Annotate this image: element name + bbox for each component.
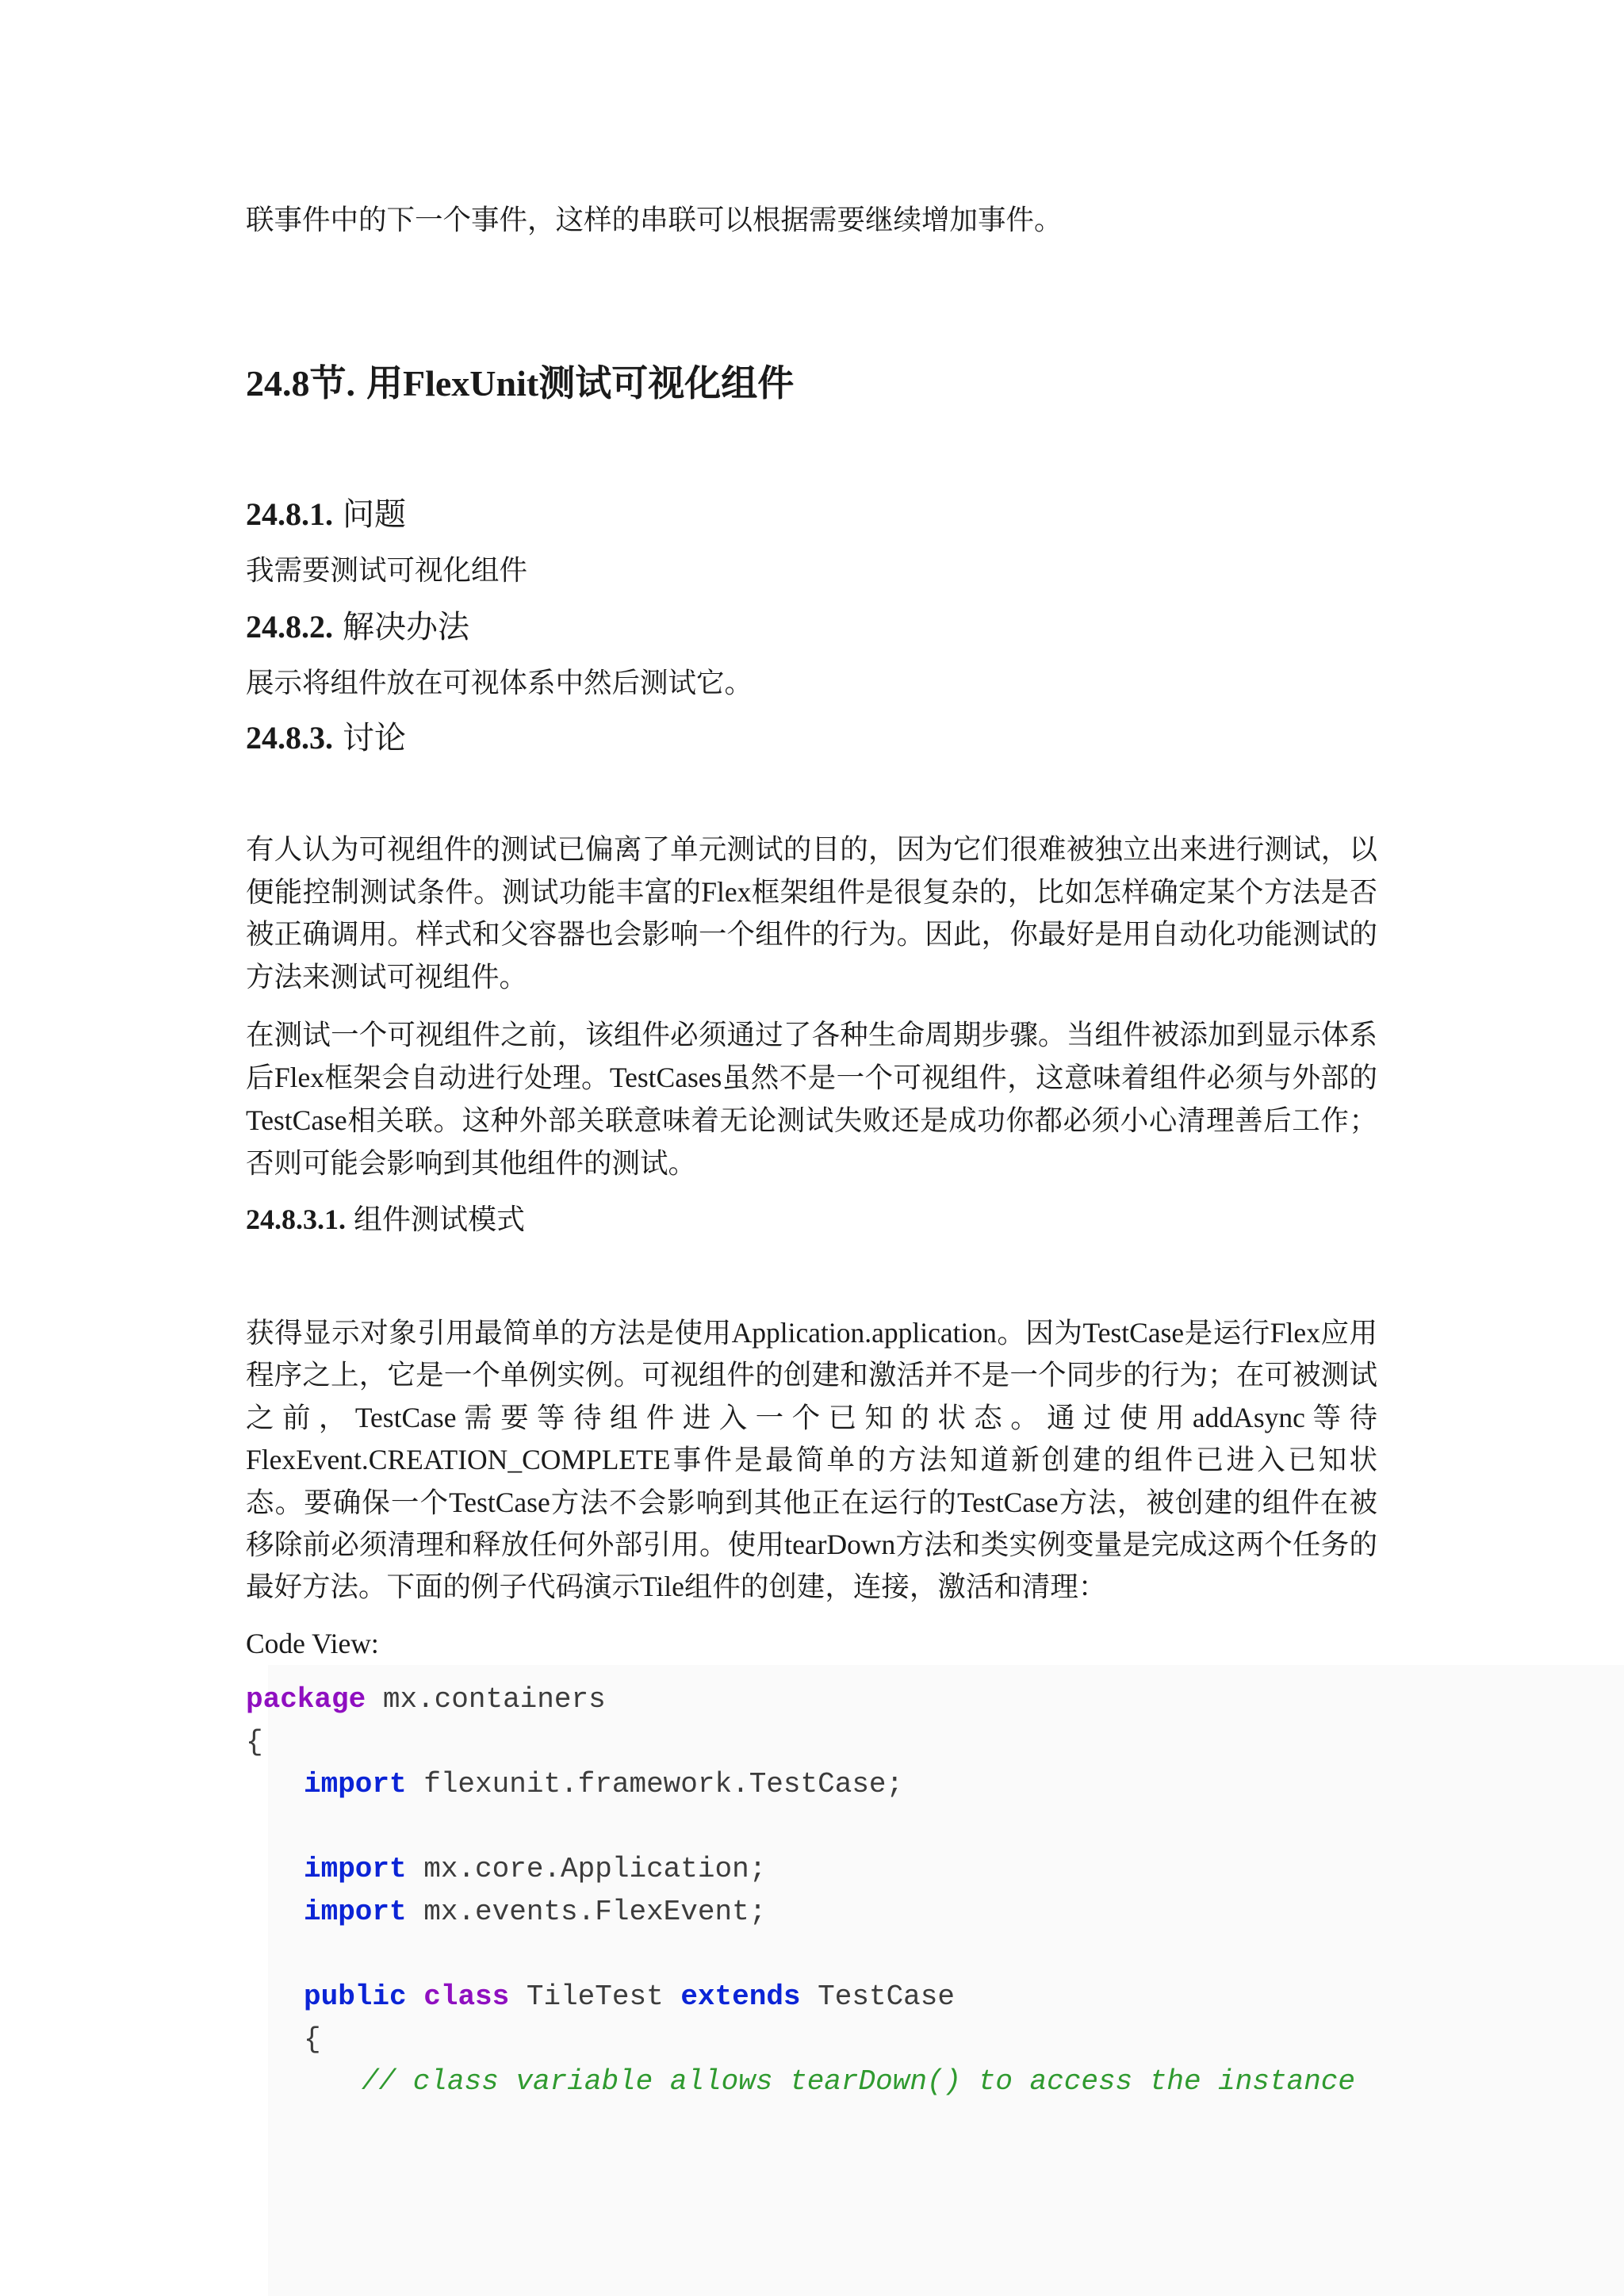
discussion-paragraph-2 [246, 1013, 1377, 1184]
section-heading [246, 360, 794, 408]
code-comment: // class variable allows tearDown() to access the instance [362, 2065, 1356, 2099]
code-text: TestCase [800, 1980, 955, 2014]
code-line [246, 2061, 1355, 2103]
code-line [246, 1721, 1355, 1764]
code-text: mx.events.FlexEvent; [406, 1895, 767, 1928]
code-listing [246, 1678, 1355, 2103]
problem-title: 问题 [343, 496, 406, 532]
problem-number: 24.8.1. [246, 496, 333, 532]
paragraph-line: TestCase相关联。这种外部关联意味着无论测试失败还是成功你都必须小心清理善后工作； [246, 1104, 1377, 1136]
code-keyword: class [423, 1980, 510, 2014]
paragraph-line: 获得显示对象引用最简单的方法是使用Application.application。因为TestCase是运行Flex应用 [246, 1317, 1377, 1349]
continuation-line: 联事件中的下一个事件，这样的串联可以根据需要继续增加事件。 [246, 204, 1063, 235]
code-line [246, 2019, 1355, 2061]
code-text: flexunit.framework.TestCase; [406, 1768, 904, 1801]
paragraph-line: 程序之上，它是一个单例实例。可视组件的创建和激活并不是一个同步的行为；在可被测试 [246, 1359, 1377, 1391]
code-blank-line [246, 1934, 1355, 1976]
discussion-paragraph-1 [246, 828, 1377, 998]
paragraph-line: 有人认为可视组件的测试已偏离了单元测试的目的，因为它们很难被独立出来进行测试，以 [246, 833, 1377, 865]
component-pattern-title: 组件测试模式 [354, 1203, 526, 1235]
paragraph-line: 在测试一个可视组件之前，该组件必须通过了各种生命周期步骤。当组件被添加到显示体系 [246, 1019, 1377, 1050]
problem-heading [246, 494, 406, 535]
paragraph-line: 便能控制测试条件。测试功能丰富的Flex框架组件是很复杂的，比如怎样确定某个方法是否 [246, 875, 1377, 908]
code-keyword: package [246, 1683, 366, 1716]
code-line [246, 1678, 1355, 1721]
paragraph-line: 否则可能会影响到其他组件的测试。 [246, 1147, 697, 1179]
code-text: mx.core.Application; [406, 1853, 767, 1886]
paragraph-line: 之 前 ， TestCase 需 要 等 待 组 件 进 入 一 个 已 知 的 状 态 。 通 过 使 用 addAsync 等 待 [246, 1401, 1377, 1433]
code-text: TileTest [509, 1980, 681, 2014]
code-keyword: import [304, 1768, 407, 1801]
code-text: mx.containers [366, 1683, 606, 1716]
solution-heading [246, 607, 469, 648]
paragraph-line: 被正确调用。样式和父容器也会影响一个组件的行为。因此，你最好是用自动化功能测试的 [246, 918, 1377, 951]
section-title: 用FlexUnit测试可视化组件 [366, 363, 795, 404]
code-keyword: import [304, 1895, 407, 1928]
solution-text: 展示将组件放在可视体系中然后测试它。 [246, 667, 753, 698]
code-line [246, 1891, 1355, 1934]
solution-number: 24.8.2. [246, 609, 333, 645]
code-view-label: Code View: [246, 1628, 379, 1659]
code-keyword: extends [680, 1980, 801, 2014]
component-pattern-heading [246, 1199, 525, 1240]
paragraph-line: 后Flex框架会自动进行处理。TestCases虽然不是一个可视组件，这意味着组件必须与外部的 [246, 1062, 1377, 1093]
section-number: 24.8节. [246, 363, 355, 404]
discussion-title: 讨论 [343, 720, 406, 756]
component-pattern-paragraph [246, 1312, 1377, 1609]
discussion-number: 24.8.3. [246, 720, 333, 756]
code-blank-line [246, 1806, 1355, 1849]
code-keyword: import [304, 1853, 407, 1886]
code-brace: { [246, 1725, 263, 1758]
code-line [246, 1763, 1355, 1806]
code-line [246, 1848, 1355, 1891]
paragraph-line: 最好方法。下面的例子代码演示Tile组件的创建，连接，激活和清理： [246, 1571, 1107, 1603]
solution-title: 解决办法 [343, 609, 469, 645]
discussion-heading [246, 718, 406, 759]
paragraph-line: FlexEvent.CREATION_COMPLETE事件是最简单的方法知道新创建的组件已进入已知状 [246, 1444, 1377, 1476]
paragraph-line: 态。要确保一个TestCase方法不会影响到其他正在运行的TestCase方法，被创建的组件在被 [246, 1486, 1377, 1518]
code-brace: { [304, 2022, 321, 2056]
component-pattern-number: 24.8.3.1. [246, 1203, 346, 1235]
code-keyword: public [304, 1980, 407, 2014]
code-line [246, 1976, 1355, 2019]
paragraph-line: 方法来测试可视组件。 [246, 960, 528, 993]
paragraph-line: 移除前必须清理和释放任何外部引用。使用tearDown方法和类实例变量是完成这两个任务的 [246, 1529, 1377, 1561]
code-text [407, 1980, 424, 2013]
problem-text: 我需要测试可视化组件 [246, 554, 528, 586]
